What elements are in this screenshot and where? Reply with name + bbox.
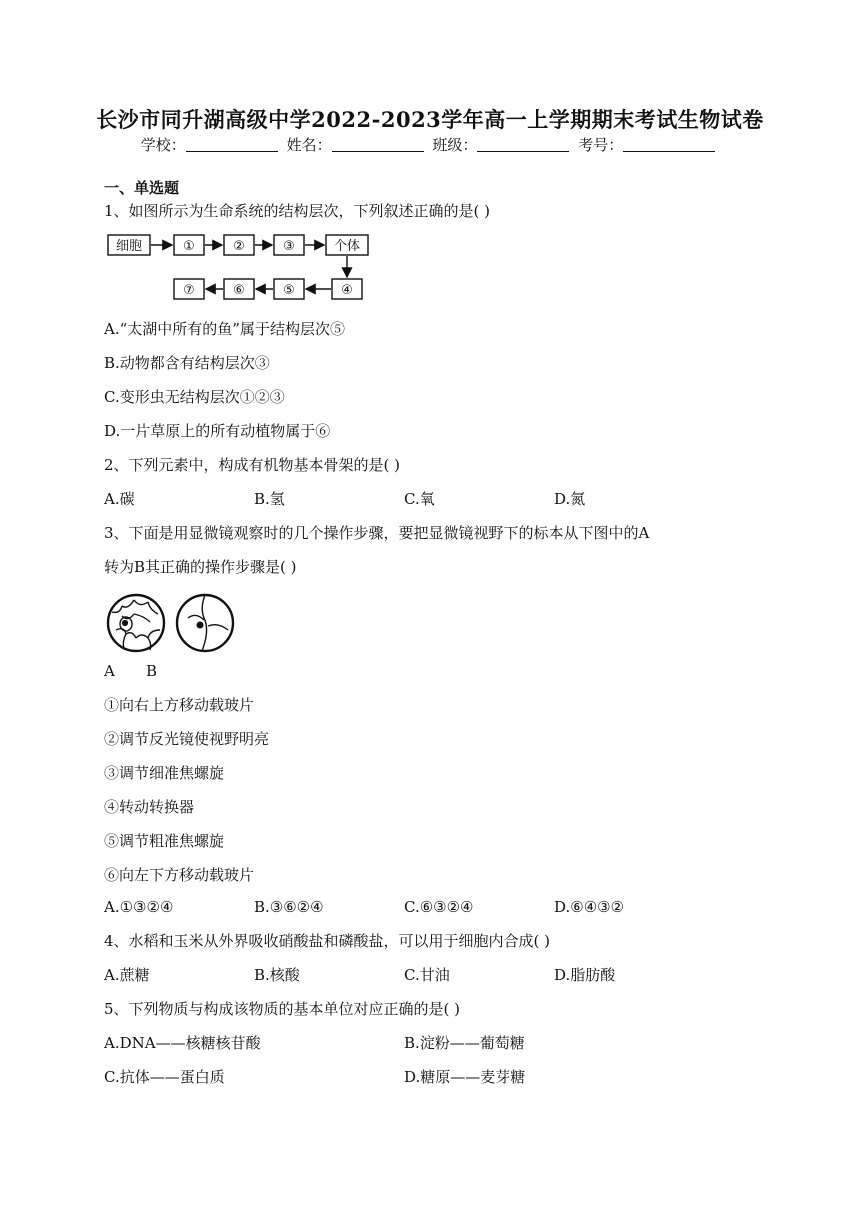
school-blank[interactable] [186,137,278,152]
q2-stem: 2、下列元素中，构成有机物基本骨架的是( ) [104,456,401,474]
diagram-label: ⑤ [283,283,295,298]
q4-option-d: D.脂肪酸 [554,966,616,984]
school-label: 学校： [140,136,186,154]
q3-option-b: B.③⑥②④ [254,898,324,916]
q2-option-b: B.氢 [254,490,285,508]
q2-option-a: A.碳 [104,490,135,508]
diagram-label: ② [233,239,245,254]
id-blank[interactable] [623,137,715,152]
q3-step-3: ③调节细准焦螺旋 [104,764,225,782]
q3-option-a: A.①③②④ [104,898,174,916]
q5-option-c: C.抗体——蛋白质 [104,1068,225,1086]
q3-step-2: ②调节反光镜使视野明亮 [104,730,270,748]
q5-option-a: A.DNA——核糖核苷酸 [104,1034,261,1052]
diagram-label: ⑦ [183,283,195,298]
name-blank[interactable] [332,137,424,152]
id-label: 考号： [578,136,624,154]
q1-option-d: D.一片草原上的所有动植物属于⑥ [104,422,331,440]
q3-step-5: ⑤调节粗准焦螺旋 [104,832,225,850]
field-a-circle [108,595,164,651]
q3-option-d: D.⑥④③② [554,898,625,916]
q3-step-6: ⑥向左下方移动载玻片 [104,866,255,884]
q3-step-1: ①向右上方移动载玻片 [104,696,255,714]
q5-option-b: B.淀粉——葡萄糖 [404,1034,525,1052]
field-b-label: B [146,662,158,680]
q5-option-d: D.糖原——麦芽糖 [404,1068,526,1086]
field-a-cell-walls [112,600,160,650]
diagram-label: ① [183,239,195,254]
microscope-fields-figure [104,592,244,656]
q3-step-4: ④转动转换器 [104,798,195,816]
q3-stem-line2: 转为B其正确的操作步骤是( ) [104,558,297,576]
diagram-label: 细胞 [115,239,143,254]
section-heading: 一、单选题 [104,179,180,197]
diagram-label: ④ [341,283,353,298]
q4-stem: 4、水稻和玉米从外界吸收硝酸盐和磷酸盐，可以用于细胞内合成( ) [104,932,551,950]
q2-option-d: D.氮 [554,490,586,508]
q1-stem: 1、如图所示为生命系统的结构层次，下列叙述正确的是( ) [104,202,491,220]
q5-stem: 5、下列物质与构成该物质的基本单位对应正确的是( ) [104,1000,461,1018]
life-levels-diagram [104,228,374,306]
page-title: 长沙市同升湖高级中学2022-2023学年高一上学期期末考试生物试卷 [96,107,764,132]
q4-option-c: C.甘油 [404,966,450,984]
field-a-label: A [104,662,115,680]
class-blank[interactable] [477,137,569,152]
diagram-label: ⑥ [233,283,245,298]
q1-option-b: B.动物都含有结构层次③ [104,354,270,372]
class-label: 班级： [432,136,478,154]
diagram-label: ③ [283,239,295,254]
name-label: 姓名： [286,136,332,154]
q3-option-c: C.⑥③②④ [404,898,474,916]
q3-stem-line1: 3、下面是用显微镜观察时的几个操作步骤，要把显微镜视野下的标本从下图中的A [104,524,650,542]
q4-option-b: B.核酸 [254,966,300,984]
q1-option-a: A.“太湖中所有的鱼”属于结构层次⑤ [104,320,345,338]
student-info-row [0,134,860,155]
q1-option-c: C.变形虫无结构层次①②③ [104,388,285,406]
q2-option-c: C.氧 [404,490,435,508]
diagram-label: 个体 [333,239,361,254]
q4-option-a: A.蔗糖 [104,966,150,984]
